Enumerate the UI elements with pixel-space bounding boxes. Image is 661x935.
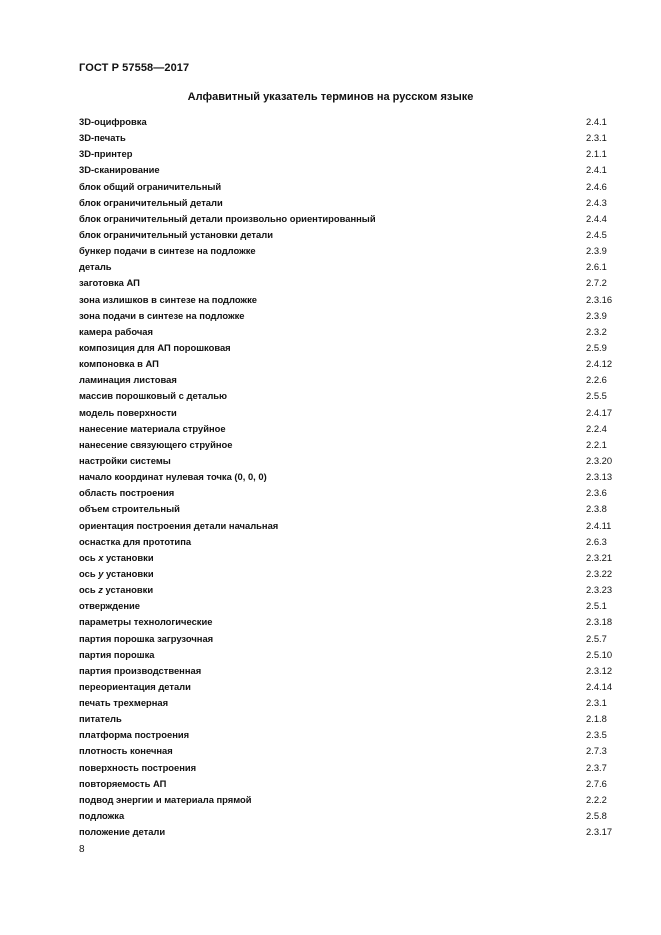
index-entry <box>79 243 613 259</box>
term-name: ориентация построения детали начальная <box>79 519 279 531</box>
index-entry <box>79 647 613 663</box>
term-section-ref: 2.4.6 <box>586 180 607 192</box>
term-section-ref: 2.4.11 <box>586 519 612 531</box>
term-section-ref: 2.3.6 <box>586 487 607 499</box>
term-section-ref: 2.3.17 <box>586 826 613 838</box>
term-name: 3D-оцифровка <box>79 116 147 127</box>
index-entry <box>79 130 613 146</box>
term-name: оснастка для прототипа <box>79 535 192 547</box>
term-name: массив порошковый с деталью <box>79 390 228 402</box>
index-entry <box>79 227 613 243</box>
index-entry <box>79 162 613 178</box>
index-entry <box>79 195 613 211</box>
index-entry <box>79 146 613 162</box>
term-section-ref: 2.4.17 <box>586 406 613 418</box>
term-section-ref: 2.3.1 <box>586 697 607 709</box>
term-name: партия производственная <box>79 664 202 676</box>
term-name: 3D-принтер <box>79 148 133 160</box>
index-entry <box>79 324 613 340</box>
term-name: заготовка АП <box>79 277 140 289</box>
term-section-ref: 2.5.5 <box>586 390 607 402</box>
term-name: область построения <box>79 487 175 499</box>
index-entry <box>79 824 613 840</box>
term-section-ref: 2.7.6 <box>586 777 607 789</box>
term-section-ref: 2.4.4 <box>586 212 607 224</box>
term-name: отверждение <box>79 600 140 612</box>
term-section-ref: 2.5.9 <box>586 341 607 353</box>
index-entry <box>79 469 613 485</box>
term-section-ref: 2.5.10 <box>586 648 613 660</box>
index-entry <box>79 743 613 759</box>
index-entry <box>79 275 613 291</box>
term-section-ref: 2.3.1 <box>586 132 607 144</box>
term-section-ref: 2.3.18 <box>586 616 613 628</box>
term-name: камера рабочая <box>79 325 153 337</box>
term-section-ref: 2.4.5 <box>586 228 607 240</box>
index-entry <box>79 405 613 421</box>
term-name: 3D-печать <box>79 132 126 144</box>
term-section-ref: 2.5.1 <box>586 600 607 612</box>
term-section-ref: 2.2.4 <box>586 422 607 434</box>
term-section-ref: 2.3.20 <box>586 454 613 466</box>
term-name: платформа построения <box>79 729 190 741</box>
index-entry <box>79 760 613 776</box>
term-name: ось y установки <box>79 567 154 579</box>
term-section-ref: 2.3.23 <box>586 584 613 596</box>
term-name: повторяемость АП <box>79 777 167 789</box>
term-name: 3D-сканирование <box>79 164 160 176</box>
index-entry <box>79 550 613 566</box>
term-name: параметры технологические <box>79 616 213 628</box>
term-name: печать трехмерная <box>79 697 169 709</box>
term-section-ref: 2.4.1 <box>586 164 607 176</box>
term-name: плотность конечная <box>79 745 173 757</box>
term-name: компоновка в АП <box>79 358 159 370</box>
term-name: подложка <box>79 810 125 822</box>
term-section-ref: 2.3.22 <box>586 567 613 579</box>
term-name: ламинация листовая <box>79 374 177 386</box>
term-name: подвод энергии и материала прямой <box>79 793 252 805</box>
term-section-ref: 2.4.12 <box>586 358 613 370</box>
index-entry <box>79 518 613 534</box>
term-section-ref: 2.5.8 <box>586 810 607 822</box>
term-section-ref: 2.7.2 <box>586 277 607 289</box>
term-section-ref: 2.4.3 <box>586 196 607 208</box>
index-entry <box>79 792 613 808</box>
term-section-ref: 2.2.2 <box>586 793 607 805</box>
term-name: положение детали <box>79 826 166 838</box>
index-entry <box>79 614 613 630</box>
term-name: модель поверхности <box>79 406 177 418</box>
term-section-ref: 2.3.13 <box>586 471 613 483</box>
index-entry <box>79 598 613 614</box>
term-name: питатель <box>79 713 122 725</box>
index-entry <box>79 211 613 227</box>
term-name: деталь <box>79 261 112 273</box>
term-name: бункер подачи в синтезе на подложке <box>79 245 256 257</box>
term-section-ref: 2.3.2 <box>586 325 607 337</box>
index-entry <box>79 711 613 727</box>
index-entry <box>79 308 613 324</box>
index-entry <box>79 582 613 598</box>
index-entry <box>79 485 613 501</box>
term-section-ref: 2.2.1 <box>586 438 607 450</box>
term-name: переориентация детали <box>79 680 191 692</box>
term-section-ref: 2.1.1 <box>586 148 607 160</box>
index-entry <box>79 421 613 437</box>
term-section-ref: 2.3.8 <box>586 503 607 515</box>
index-entry <box>79 501 613 517</box>
term-section-ref: 2.6.3 <box>586 535 607 547</box>
term-section-ref: 2.3.21 <box>586 551 613 563</box>
term-name: ось z установки <box>79 584 154 596</box>
term-name: композиция для АП порошковая <box>79 341 231 353</box>
index-title: Алфавитный указатель терминов на русском языке <box>187 91 474 103</box>
term-name: блок ограничительный детали <box>79 196 223 208</box>
index-entry <box>79 292 613 308</box>
term-section-ref: 2.3.7 <box>586 761 607 773</box>
term-section-ref: 2.3.9 <box>586 245 607 257</box>
index-entry <box>79 356 613 372</box>
index-entry <box>79 372 613 388</box>
term-section-ref: 2.1.8 <box>586 713 607 725</box>
index-entry <box>79 679 613 695</box>
term-section-ref: 2.5.7 <box>586 632 607 644</box>
index-entry <box>79 663 613 679</box>
index-entry <box>79 727 613 743</box>
index-entry <box>79 437 613 453</box>
term-section-ref: 2.3.12 <box>586 664 613 676</box>
term-name: объем строительный <box>79 503 180 515</box>
index-entry <box>79 776 613 792</box>
term-name: партия порошка загрузочная <box>79 632 214 644</box>
index-entry <box>79 808 613 824</box>
term-name: начало координат нулевая точка (0, 0, 0) <box>79 471 267 483</box>
document-header: ГОСТ Р 57558—2017 <box>79 62 190 74</box>
index-entry <box>79 388 613 404</box>
term-section-ref: 2.4.1 <box>586 116 607 127</box>
term-name: блок ограничительный детали произвольно ориентированный <box>79 212 376 224</box>
term-section-ref: 2.4.14 <box>586 680 613 692</box>
term-section-ref: 2.2.6 <box>586 374 607 386</box>
index-entry <box>79 631 613 647</box>
index-entry <box>79 179 613 195</box>
term-index-list <box>79 114 613 840</box>
term-name: блок общий ограничительный <box>79 180 222 192</box>
term-name: ось x установки <box>79 551 154 563</box>
index-entry <box>79 566 613 582</box>
term-section-ref: 2.6.1 <box>586 261 607 273</box>
index-entry <box>79 534 613 550</box>
term-name: партия порошка <box>79 648 155 660</box>
term-section-ref: 2.3.5 <box>586 729 607 741</box>
index-entry <box>79 453 613 469</box>
index-entry <box>79 259 613 275</box>
index-entry <box>79 695 613 711</box>
term-name: зона подачи в синтезе на подложке <box>79 309 245 321</box>
term-name: нанесение материала струйное <box>79 422 226 434</box>
index-entry <box>79 114 613 130</box>
term-section-ref: 2.3.16 <box>586 293 613 305</box>
term-section-ref: 2.7.3 <box>586 745 607 757</box>
term-name: зона излишков в синтезе на подложке <box>79 293 257 305</box>
term-section-ref: 2.3.9 <box>586 309 607 321</box>
term-name: нанесение связующего струйное <box>79 438 233 450</box>
term-name: поверхность построения <box>79 761 197 773</box>
index-entry <box>79 340 613 356</box>
term-name: настройки системы <box>79 454 171 466</box>
page-number: 8 <box>79 844 85 855</box>
term-name: блок ограничительный установки детали <box>79 228 273 240</box>
